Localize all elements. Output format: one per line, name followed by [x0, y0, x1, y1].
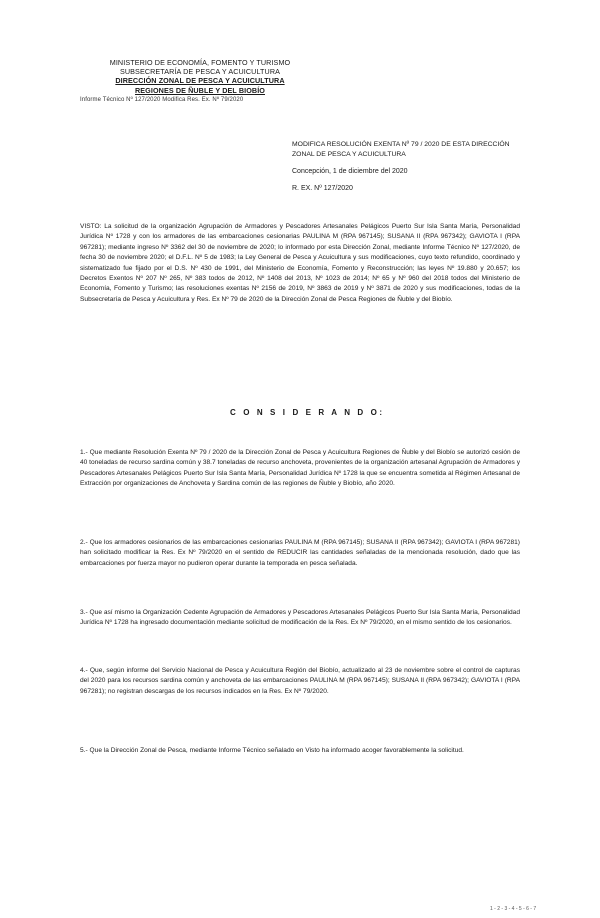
considerando-3: 3.- Que así mismo la Organización Cedente Agrupación de Armadores y Pescadores Artesanales Pelágicos Puerto Sur Isla Santa María, Personalidad Jurídica Nº 1728 ha ingresado documentación mediante solicitud de modificación de la Res. Ex Nº 79/2020, en el mismo sentido de los cesionarios.: [80, 609, 520, 627]
letterhead-reference: Informe Técnico Nº 127/2020 Modifica Res. Ex. Nº 79/2020: [80, 96, 244, 103]
resolution-title: MODIFICA RESOLUCIÓN EXENTA Nº 79 / 2020 DE ESTA DIRECCIÓN ZONAL DE PESCA Y ACUICULTURA: [292, 141, 510, 158]
considerando-5: 5.- Que la Dirección Zonal de Pesca, mediante Informe Técnico señalado en Visto ha informado acoger favorablemente la solicitud.: [80, 747, 464, 754]
considerando-1: 1.- Que mediante Resolución Exenta Nº 79 / 2020 de la Dirección Zonal de Pesca y Acuicultura Regiones de Ñuble y del Biobío se autorizó cesión de 40 toneladas de recurso sardina común y 38.7 toneladas de recurso anchoveta, provenientes de la organización artesanal Agrupación de Armadores y Pescadores Artesanales Pelágicos Puerto Sur Isla Santa María, Personalidad Jurídica Nº 1728 la que se encuentra sometida al Régimen Artesanal de Extracción por organizaciones de Anchoveta y Sardina común de las regiones de Ñuble y Biobío, año 2020.: [80, 449, 520, 488]
resolution-date: Concepción, 1 de diciembre del 2020: [292, 168, 408, 175]
letterhead: [80, 58, 320, 105]
page-footer: 1 - 2 - 3 - 4 - 5 - 6 - 7: [490, 906, 537, 912]
considerando-heading: C O N S I D E R A N D O:: [230, 408, 385, 417]
letterhead-subsecretaria: SUBSECRETARÍA DE PESCA Y ACUICULTURA: [119, 67, 281, 77]
visto-paragraph: VISTO: La solicitud de la organización Agrupación de Armadores y Pescadores Artesanales Pelágicos Puerto Sur Isla Santa María, Personalidad Jurídica Nº 1728 y con los armadores de las embarcaciones cesionarias PAULINA M (RPA 967145); SUSANA II (RPA 967342); GAVIOTA I (RPA 967281); mediante ingreso Nº 3362 del 30 de noviembre de 2020; lo informado por esta Dirección Zonal, mediante Informe Técnico Nº 127/2020, de fecha 30 de noviembre 2020; el D.F.L. Nº 5 de 1983; la Ley General de Pesca y Acuicultura y sus modificaciones, cuyo texto refundido, coordinado y sistematizado fue fijado por el D.S. Nº 430 de 1991, del Ministerio de Economía, Fomento y Reconstrucción; las leyes Nº 19.880 y 20.657; los Decretos Exentos Nº 207 Nº 265, Nº 383 todos de 2012, Nº 1408 del 2013, Nº 1023 de 2014; Nº 65 y Nº 960 del 2018 todos del Ministerio de Economía, Fomento y Turismo; las resoluciones exentas Nº 2156 de 2019, Nº 3863 de 2019 y Nº 3871 de 2020 y sus modificaciones, todas de la Subsecretaría de Pesca y Acuicultura y Res. Ex Nº 79 de 2020 de la Dirección Zonal de Pesca Regiones de Ñuble y del Biobío.: [80, 223, 520, 303]
resolution-number: R. EX. Nº 127/2020: [292, 185, 353, 192]
letterhead-regiones: REGIONES DE ÑUBLE Y DEL BIOBÍO: [134, 85, 265, 95]
considerando-2: 2.- Que los armadores cesionarios de las embarcaciones cesionarias PAULINA M (RPA 967145); SUSANA II (RPA 967342); GAVIOTA I (RPA 967281) han solicitado modificar la Res. Ex Nº 79/2020 en el sentido de REDUCIR las cantidades señaladas de la mencionada resolución, dado que las embarcaciones por fuerza mayor no pudieron operar durante la temporada en pesca señalada.: [80, 539, 520, 567]
letterhead-ministry: MINISTERIO DE ECONOMÍA, FOMENTO Y TURISMO: [109, 58, 291, 67]
letterhead-direccion: DIRECCIÓN ZONAL DE PESCA Y ACUICULTURA: [115, 76, 285, 86]
considerando-4: 4.- Que, según informe del Servicio Nacional de Pesca y Acuicultura Región del Biobío, actualizado al 23 de noviembre sobre el control de capturas del 2020 para los recursos sardina común y anchoveta de las embarcaciones PAULINA M (RPA 967145); SUSANA II (RPA 967342); GAVIOTA I (RPA 967281); no registran descargas de los recursos indicados en la Res. Ex Nº 79/2020.: [80, 667, 520, 695]
